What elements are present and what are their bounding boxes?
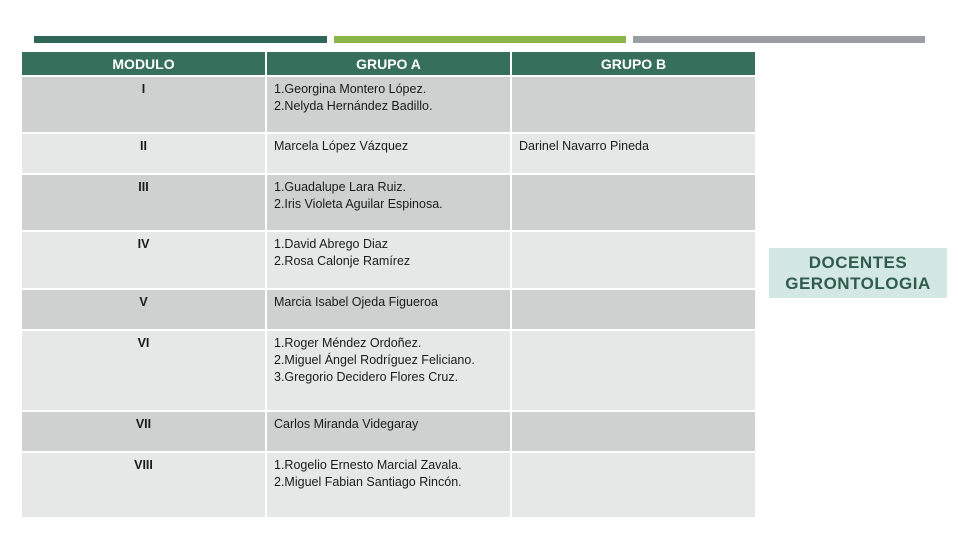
- grupo-a-cell: [266, 289, 511, 330]
- modulo-cell: III: [22, 174, 266, 231]
- docente-name: 2.Miguel Fabian Santiago Rincón.: [274, 475, 462, 489]
- table-row: [22, 231, 755, 289]
- grupo-b-cell: [511, 289, 755, 330]
- grupo-a-cell: [266, 411, 511, 452]
- grupo-b-cell: [511, 330, 755, 411]
- docente-name: 1.Roger Méndez Ordoñez.: [274, 336, 422, 350]
- modulo-cell: I: [22, 76, 266, 133]
- docente-name: 2.Iris Violeta Aguilar Espinosa.: [274, 197, 443, 211]
- grupo-a-cell: [266, 231, 511, 289]
- table-row: [22, 452, 755, 517]
- title-line-2: GERONTOLOGIA: [785, 274, 931, 293]
- grupo-a-cell: [266, 174, 511, 231]
- table-row: [22, 76, 755, 133]
- accent-bar-green-light: [334, 36, 626, 43]
- docente-name: 1.David Abrego Diaz: [274, 237, 388, 251]
- modulo-cell: VIII: [22, 452, 266, 517]
- table-row: [22, 411, 755, 452]
- docentes-gerontologia-title: [769, 248, 947, 298]
- table-row: [22, 289, 755, 330]
- grupo-a-cell: [266, 330, 511, 411]
- docente-name: 2.Nelyda Hernández Badillo.: [274, 99, 433, 113]
- header-grupo-b: GRUPO B: [511, 52, 755, 76]
- grupo-a-cell: [266, 452, 511, 517]
- modulo-cell: II: [22, 133, 266, 174]
- title-line-1: DOCENTES: [808, 253, 908, 272]
- grupo-a-cell: [266, 133, 511, 174]
- header-grupo-a: GRUPO A: [266, 52, 511, 76]
- header-modulo: MODULO: [22, 52, 266, 76]
- docente-name: 2.Miguel Ángel Rodríguez Feliciano.: [274, 353, 475, 367]
- table-row: [22, 174, 755, 231]
- grupo-b-cell: [511, 231, 755, 289]
- modulo-cell: V: [22, 289, 266, 330]
- docente-name: 2.Rosa Calonje Ramírez: [274, 254, 411, 268]
- accent-bar-gray: [633, 36, 925, 43]
- docente-name: 1.Guadalupe Lara Ruiz.: [274, 180, 407, 194]
- grupo-b-cell: [511, 76, 755, 133]
- docente-name: 3.Gregorio Decidero Flores Cruz.: [274, 370, 459, 384]
- grupo-b-cell: Darinel Navarro Pineda: [511, 133, 755, 174]
- grupo-a-cell: [266, 76, 511, 133]
- table-row: [22, 330, 755, 411]
- docente-name: Marcia Isabel Ojeda Figueroa: [274, 295, 438, 309]
- modulo-cell: VII: [22, 411, 266, 452]
- table-row: [22, 133, 755, 174]
- modulo-cell: VI: [22, 330, 266, 411]
- docente-name: 1.Georgina Montero López.: [274, 82, 427, 96]
- modulo-cell: IV: [22, 231, 266, 289]
- docentes-table: [22, 52, 755, 517]
- docente-name: Marcela López Vázquez: [274, 139, 409, 153]
- accent-bar-green-dark: [34, 36, 327, 43]
- grupo-b-cell: [511, 174, 755, 231]
- table-header-row: [22, 52, 755, 76]
- docente-name: Carlos Miranda Videgaray: [274, 417, 419, 431]
- grupo-b-cell: [511, 411, 755, 452]
- grupo-b-cell: [511, 452, 755, 517]
- docente-name: 1.Rogelio Ernesto Marcial Zavala.: [274, 458, 462, 472]
